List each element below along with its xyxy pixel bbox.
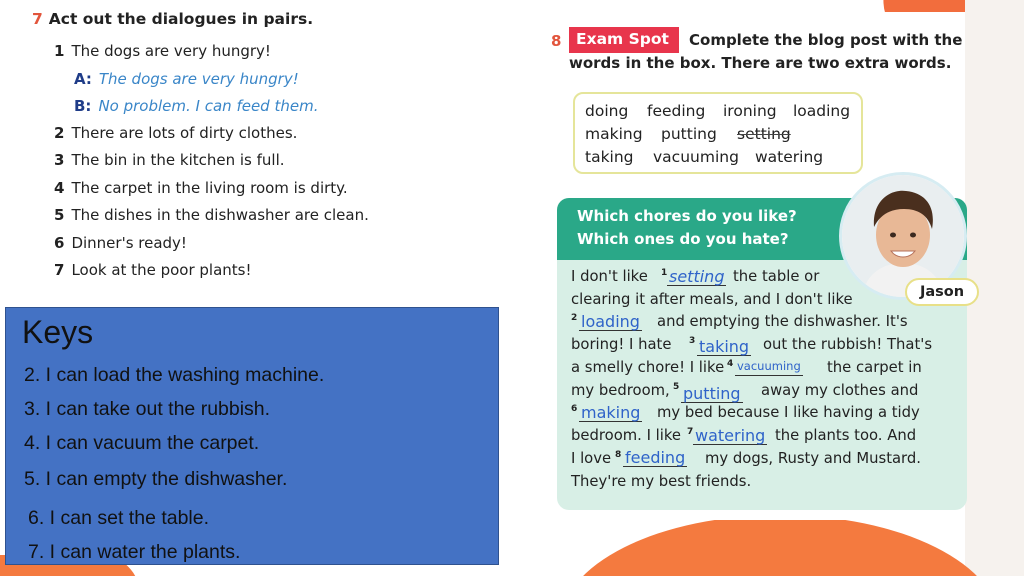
dialogue-line: [74, 70, 299, 88]
item-number: 6: [54, 234, 65, 252]
answer-2: loading: [581, 312, 640, 331]
exercise-instruction: words in the box. There are two extra words.: [569, 54, 952, 72]
blog-text: my bed because I like having a tidy: [657, 404, 920, 421]
blog-text: the plants too. And: [775, 427, 917, 444]
answer-3: taking: [699, 337, 750, 356]
exam-spot-badge: Exam Spot: [569, 27, 679, 53]
blog-text: the table or: [733, 268, 820, 285]
blog-text: I don't like: [571, 268, 648, 285]
gap-number: 1: [661, 268, 668, 279]
exercise-7-heading: [32, 10, 313, 28]
gap-number: 8: [615, 450, 622, 461]
exercise-instruction: Complete the blog post with the: [689, 31, 963, 49]
answer-7: watering: [695, 426, 766, 445]
list-item: [54, 261, 251, 279]
item-text: There are lots of dirty clothes.: [71, 124, 298, 142]
list-item: [54, 206, 369, 224]
item-text: The dogs are very hungry!: [71, 42, 271, 60]
blog-text: my dogs, Rusty and Mustard.: [705, 450, 921, 467]
word-loading: loading: [793, 102, 851, 120]
speaker-label: A:: [74, 70, 92, 88]
answer-8: feeding: [625, 448, 686, 467]
blog-text: a smelly chore! I like: [571, 359, 725, 376]
word-taking: taking: [585, 148, 634, 166]
list-item: [54, 124, 297, 142]
exercise-8-panel: [537, 12, 965, 520]
word-box: [573, 92, 863, 174]
gap-number: 7: [687, 427, 694, 438]
exercise-number: 7: [32, 10, 43, 28]
item-text: Look at the poor plants!: [71, 261, 252, 279]
answer-1: setting: [669, 267, 725, 286]
item-text: The bin in the kitchen is full.: [71, 151, 285, 169]
list-item: [54, 234, 187, 252]
word-vacuuming: vacuuming: [653, 148, 739, 166]
key-line: 2. I can load the washing machine.: [24, 364, 325, 386]
blog-text: out the rubbish! That's: [763, 336, 933, 353]
gap-number: 5: [673, 382, 680, 393]
blog-text: away my clothes and: [761, 382, 919, 399]
item-number: 4: [54, 179, 65, 197]
word-making: making: [585, 125, 643, 143]
exercise-7-panel: [18, 0, 486, 298]
dialogue-text: The dogs are very hungry!: [98, 70, 299, 88]
key-line: 5. I can empty the dishwasher.: [24, 468, 288, 490]
word-putting: putting: [661, 125, 717, 143]
key-line: 3. I can take out the rubbish.: [24, 398, 271, 420]
answer-keys-box: [5, 307, 499, 565]
exercise-title: Act out the dialogues in pairs.: [48, 10, 314, 28]
list-item: [54, 42, 271, 60]
word-watering: watering: [755, 148, 824, 166]
answer-6: making: [581, 403, 641, 422]
blog-text: boring! I hate: [571, 336, 672, 353]
blog-text: the carpet in: [827, 359, 922, 376]
key-line: 6. I can set the table.: [28, 507, 210, 529]
answer-4: vacuuming: [735, 358, 803, 376]
item-text: The dishes in the dishwasher are clean.: [71, 206, 369, 224]
item-number: 7: [54, 261, 65, 279]
gap-number: 4: [727, 359, 734, 370]
blog-text: bedroom. I like: [571, 427, 682, 444]
blog-question: Which ones do you hate?: [577, 230, 789, 248]
word-feeding: feeding: [647, 102, 706, 120]
blog-text: clearing it after meals, and I don't like: [571, 291, 853, 308]
list-item: [54, 179, 348, 197]
key-line: 4. I can vacuum the carpet.: [24, 432, 260, 454]
item-number: 1: [54, 42, 65, 60]
blog-text: They're my best friends.: [571, 473, 752, 490]
key-line: 7. I can water the plants.: [28, 541, 241, 563]
exercise-number: 8: [551, 32, 562, 50]
decorative-shape-bottom: [560, 515, 1000, 576]
word-ironing: ironing: [723, 102, 777, 120]
item-text: Dinner's ready!: [71, 234, 187, 252]
answer-5: putting: [683, 384, 741, 403]
item-number: 5: [54, 206, 65, 224]
name-tag: Jason: [905, 278, 979, 306]
blog-text: I love: [571, 450, 612, 467]
blog-text: my bedroom,: [571, 382, 670, 399]
list-item: [54, 151, 285, 169]
keys-title: Keys: [22, 314, 94, 350]
item-number: 2: [54, 124, 65, 142]
gap-number: 3: [689, 336, 696, 347]
blog-text: and emptying the dishwasher. It's: [657, 313, 908, 330]
word-doing: doing: [585, 102, 629, 120]
word-setting: setting: [737, 125, 791, 143]
speaker-label: B:: [74, 97, 92, 115]
item-text: The carpet in the living room is dirty.: [71, 179, 348, 197]
dialogue-line: [74, 97, 318, 115]
gap-number: 2: [571, 313, 578, 324]
gap-number: 6: [571, 404, 578, 415]
dialogue-text: No problem. I can feed them.: [98, 97, 319, 115]
blog-question: Which chores do you like?: [577, 207, 797, 225]
item-number: 3: [54, 151, 65, 169]
